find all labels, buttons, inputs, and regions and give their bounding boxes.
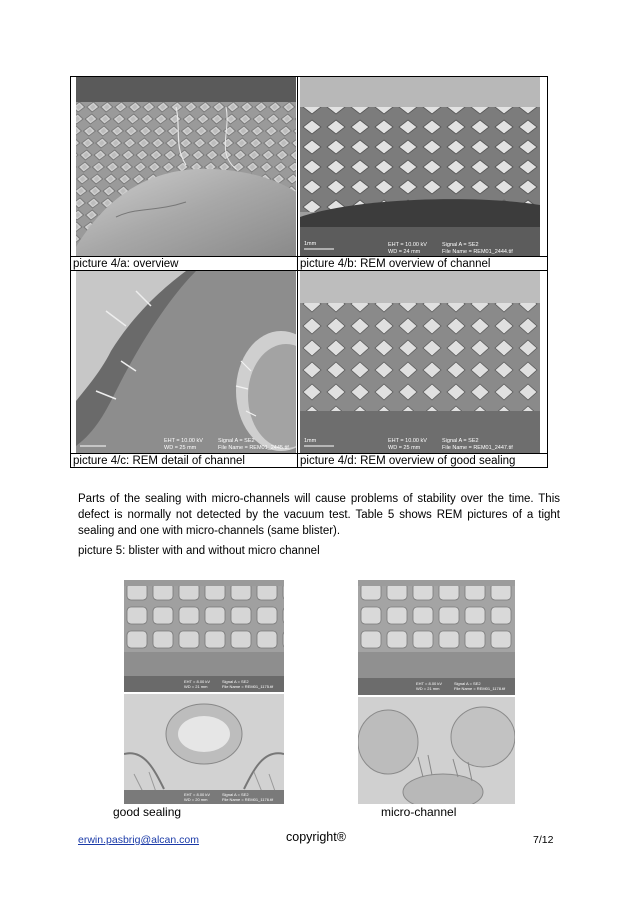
sem-file: File Name = REM01_1176.tif	[222, 797, 274, 802]
sem-file: File Name = REM01_2444.tif	[442, 249, 513, 255]
picture-4d-caption: picture 4/d: REM overview of good sealing	[300, 455, 516, 467]
sem-eht: EHT = 8.00 kV	[416, 681, 443, 686]
picture-4d-image	[300, 271, 540, 453]
picture-5-good-bottom-image	[124, 694, 284, 804]
sem-eht: EHT = 8.00 kV	[184, 679, 211, 684]
sem-wd: WD = 21 mm	[184, 684, 208, 689]
sem-signal: Signal A = SE2	[454, 681, 481, 686]
picture-4c-caption: picture 4/c: REM detail of channel	[73, 455, 245, 467]
picture-5-good-top-image	[124, 580, 284, 692]
sem-eht: EHT = 10.00 kV	[388, 242, 427, 248]
sem-file: File Name = REM01_1175.tif	[222, 684, 274, 689]
sem-eht: EHT = 8.00 kV	[184, 792, 211, 797]
sem-wd: WD = 25 mm	[388, 445, 421, 451]
sem-eht: EHT = 10.00 kV	[164, 438, 203, 444]
page-number: 7/12	[533, 834, 554, 846]
picture-5-micro-bottom-image	[358, 697, 515, 804]
body-paragraph: Parts of the sealing with micro-channels will cause problems of stability over the time. This defect is normally not detected by the vacuum test. Table 5 shows REM pictures of a tight sealing and one with micro-channels (same blister).	[78, 493, 560, 537]
table-divider	[297, 76, 298, 468]
picture-4a-caption: picture 4/a: overview	[73, 258, 179, 270]
sem-signal: Signal A = SE2	[222, 792, 249, 797]
sem-wd: WD = 24 mm	[388, 249, 421, 255]
micro-channel-label: micro-channel	[381, 805, 457, 819]
picture-4a-image	[76, 77, 296, 256]
copyright-text: copyright®	[286, 830, 346, 844]
sem-file: File Name = REM01_1178.tif	[454, 686, 506, 691]
sem-signal: Signal A = SE2	[222, 679, 249, 684]
picture-4b-image	[300, 77, 540, 256]
sem-scale-label: 1mm	[304, 438, 317, 444]
sem-file: File Name = REM01_2447.tif	[442, 445, 513, 451]
sem-wd: WD = 25 mm	[164, 445, 197, 451]
picture-4b-caption: picture 4/b: REM overview of channel	[300, 258, 491, 270]
sem-wd: WD = 21 mm	[416, 686, 440, 691]
sem-scale-label: 1mm	[304, 241, 317, 247]
picture-5-title: picture 5: blister with and without micro channel	[78, 545, 320, 557]
picture-5-micro-top-image	[358, 580, 515, 695]
sem-wd: WD = 20 mm	[184, 797, 208, 802]
picture-4c-image	[76, 271, 296, 453]
sem-file: File Name = REM01_2445.tif	[218, 445, 289, 451]
author-email-link[interactable]: erwin.pasbrig@alcan.com	[78, 834, 199, 846]
good-sealing-label: good sealing	[113, 805, 182, 819]
sem-signal: Signal A = SE2	[442, 438, 479, 444]
sem-eht: EHT = 10.00 kV	[388, 438, 427, 444]
sem-signal: Signal A = SE2	[442, 242, 479, 248]
sem-signal: Signal A = SE2	[218, 438, 255, 444]
